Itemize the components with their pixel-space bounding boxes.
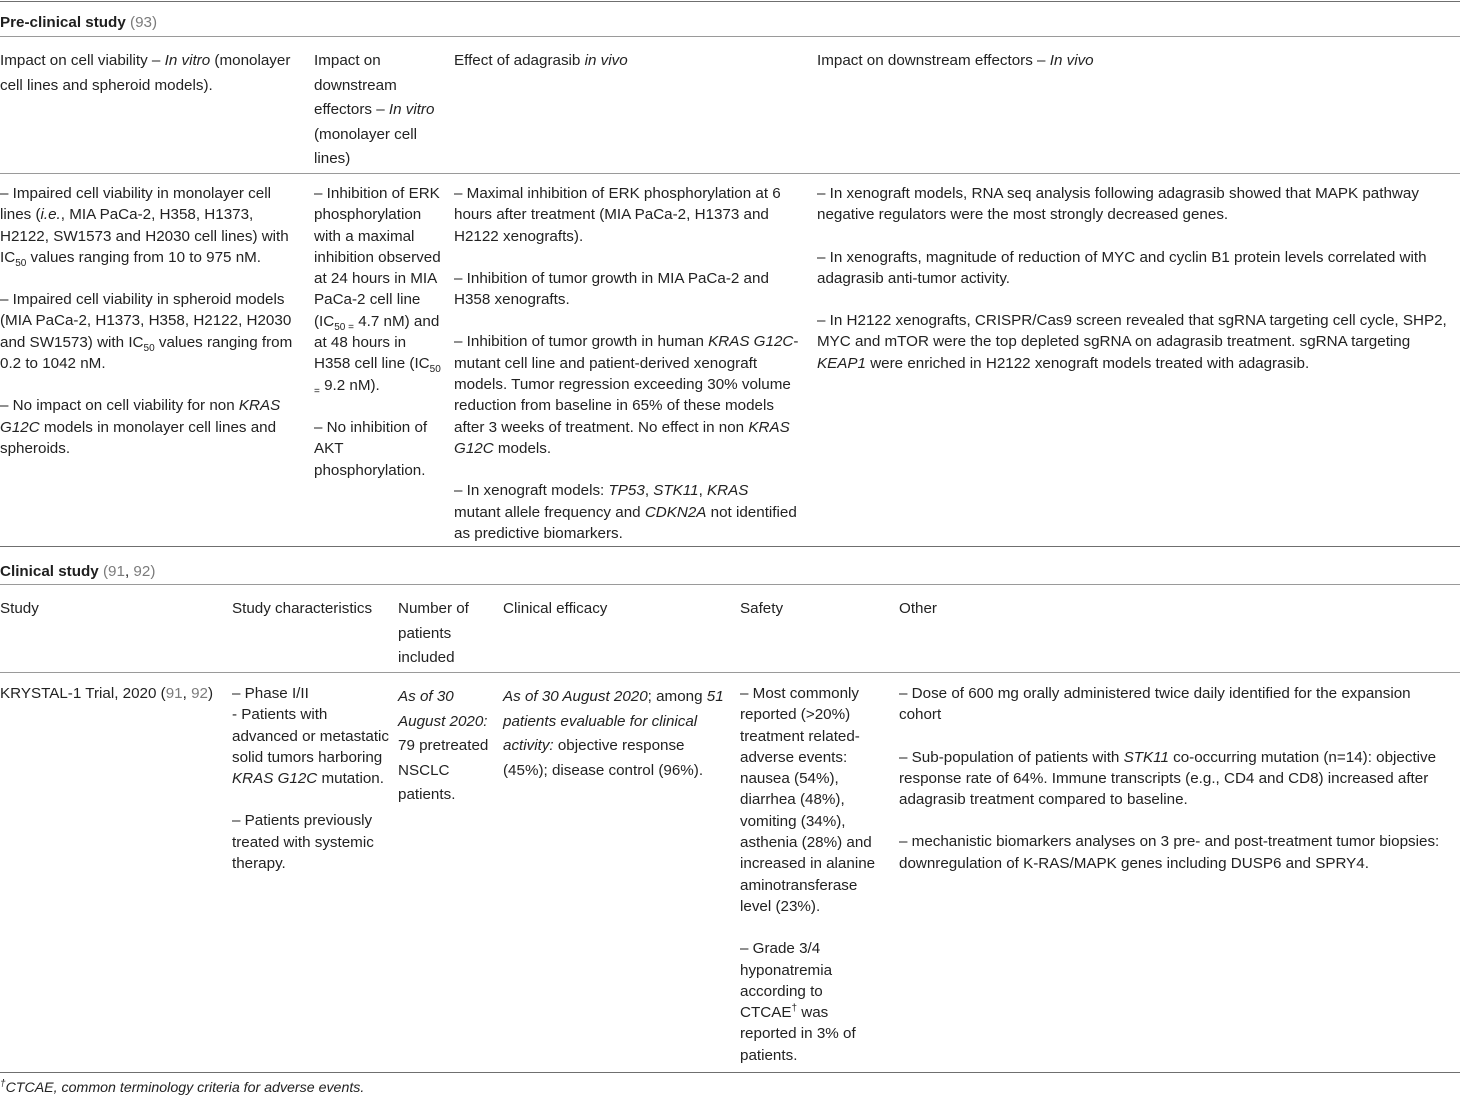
list-item: – Impaired cell viability in spheroid models (MIA PaCa-2, H1373, H358, H2122, H2030 and SW1573) with $IC_{50}$ values ranging from 0.2 to 1042 nM.: [0, 291, 293, 373]
list-item: – Impaired cell viability in monolayer cell lines (i.e., MIA PaCa-2, H358, H1373, H2122, SW1573 and H2030 cell lines) with $IC_{50}$ values ranging from 10 to 975 nM.: [0, 185, 289, 269]
list-item: – Inhibition of ERK phosphorylation with a maximal inhibition observed at 24 hours in MIA PaCa-2 cell line ($IC_{50 =}$ 4.7 nM) and at 48 hours in H358 cell line ($IC_{50 =}$ 9.2 nM).: [314, 185, 441, 397]
list-item: – Patients previously treated with systemic therapy.: [232, 812, 374, 873]
list-item: – In H2122 xenografts, CRISPR/Cas9 screen revealed that sgRNA targeting cell cycle, SHP2, MYC and mTOR were the top depleted sgRNA on adagrasib treatment. sgRNA targeting KEAP1 were enriched in H2122 xenograft models treated with adagrasib.: [817, 312, 1447, 372]
list-item: – mechanistic biomarkers analyses on 3 pre- and post-treatment tumor biopsies: downregulation of K-RAS/MAPK genes including DUSP6 and SPRY4.: [899, 833, 1440, 872]
preclinical-ref[interactable]: 93: [135, 14, 152, 31]
preclinical-downstream-in-vitro: [314, 183, 442, 481]
clinical-header-patients: Number of patients included: [398, 600, 469, 666]
clinical-header-other: Other: [899, 600, 937, 617]
preclinical-cell-viability: [0, 183, 300, 459]
clinical-ref-92[interactable]: 92: [133, 563, 151, 580]
list-item: – Inhibition of tumor growth in human KRAS G12C-mutant cell line and patient-derived xenograft models. Tumor regression exceeding 30% volume reduction from baseline in 65% of these models after 3 weeks of treatment. No effect in non KRAS G12C models.: [454, 333, 799, 457]
clinical-title-rule: [0, 584, 1460, 585]
list-item: – Inhibition of tumor growth in MIA PaCa-2 and H358 xenografts.: [454, 269, 769, 309]
list-item: – Most commonly reported (>20%) treatment related-adverse events: nausea (54%), diarrhea (48%), vomiting (34%), asthenia (28%) and increased in alanine aminotransferase level (23%).: [740, 685, 876, 915]
preclinical-section-title: Pre-clinical study (93): [0, 14, 158, 31]
clinical-header-study: Study: [0, 600, 39, 617]
clinical-header-safety: Safety: [740, 600, 784, 617]
list-item: – Phase I/II - Patients with advanced or metastatic solid tumors harboring KRAS G12C mutation.: [232, 685, 390, 788]
bottom-rule: [0, 1072, 1460, 1073]
clinical-safety: [740, 683, 880, 1066]
preclinical-header-downstream-in-vitro: Impact on downstream effectors – In vitro (monolayer cell lines): [314, 52, 435, 167]
preclinical-header-cell-viability: Impact on cell viability – In vitro (monolayer cell lines and spheroid models).: [0, 52, 291, 94]
table-footnote: †CTCAE, common terminology criteria for adverse events.: [0, 1078, 365, 1096]
list-item: – Grade 3/4 hyponatremia according to CTCAE† was reported in 3% of patients.: [740, 940, 856, 1064]
clinical-patients-included: As of 30 August 2020: 79 pretreated NSCLC patients.: [398, 688, 489, 803]
clinical-study-name: KRYSTAL-1 Trial, 2020 (91, 92): [0, 685, 214, 702]
preclinical-header-adagrasib-in-vivo: Effect of adagrasib in vivo: [454, 52, 628, 69]
clinical-section-title: Clinical study (91, 92): [0, 563, 156, 580]
clinical-study-characteristics: [232, 683, 390, 874]
clinical-top-rule: [0, 546, 1460, 547]
list-item: – Dose of 600 mg orally administered twice daily identified for the expansion cohort: [899, 685, 1411, 724]
preclinical-header-downstream-in-vivo: Impact on downstream effectors – In vivo: [817, 52, 1094, 69]
study-ref-91[interactable]: 91: [165, 685, 183, 702]
list-item: – In xenografts, magnitude of reduction of MYC and cyclin B1 protein levels correlated with adagrasib anti-tumor activity.: [817, 248, 1427, 287]
clinical-ref-91[interactable]: 91: [108, 563, 125, 580]
list-item: – No inhibition of AKT phosphorylation.: [314, 418, 428, 479]
preclinical-header-rule: [0, 173, 1460, 174]
clinical-header-characteristics: Study characteristics: [232, 600, 373, 617]
study-ref-92[interactable]: 92: [191, 685, 208, 702]
clinical-other: [899, 683, 1454, 874]
list-item: – In xenograft models: TP53, STK11, KRAS mutant allele frequency and CDKN2A not identified as predictive biomarkers.: [454, 482, 797, 542]
clinical-header-efficacy: Clinical efficacy: [503, 600, 608, 617]
list-item: – Sub-population of patients with STK11 co-occurring mutation (n=14): objective response rate of 64%. Immune transcripts (e.g., CD4 and CD8) increased after adagrasib treatment compared to baseline.: [899, 748, 1437, 809]
list-item: – Maximal inhibition of ERK phosphorylation at 6 hours after treatment (MIA PaCa-2, H1373 and H2122 xenografts).: [454, 185, 781, 245]
preclinical-adagrasib-in-vivo: [454, 183, 799, 544]
clinical-header-rule: [0, 672, 1460, 673]
list-item: – In xenograft models, RNA seq analysis following adagrasib showed that MAPK pathway negative regulators were the most strongly decreased genes.: [817, 185, 1419, 224]
top-rule: [0, 1, 1460, 2]
preclinical-title-rule: [0, 36, 1460, 37]
list-item: – No impact on cell viability for non KRAS G12C models in monolayer cell lines and spheroids.: [0, 397, 281, 457]
preclinical-downstream-in-vivo: [817, 183, 1459, 374]
clinical-efficacy: As of 30 August 2020; among 51 patients evaluable for clinical activity: objective response (45%); disease control (96%).: [503, 688, 724, 779]
